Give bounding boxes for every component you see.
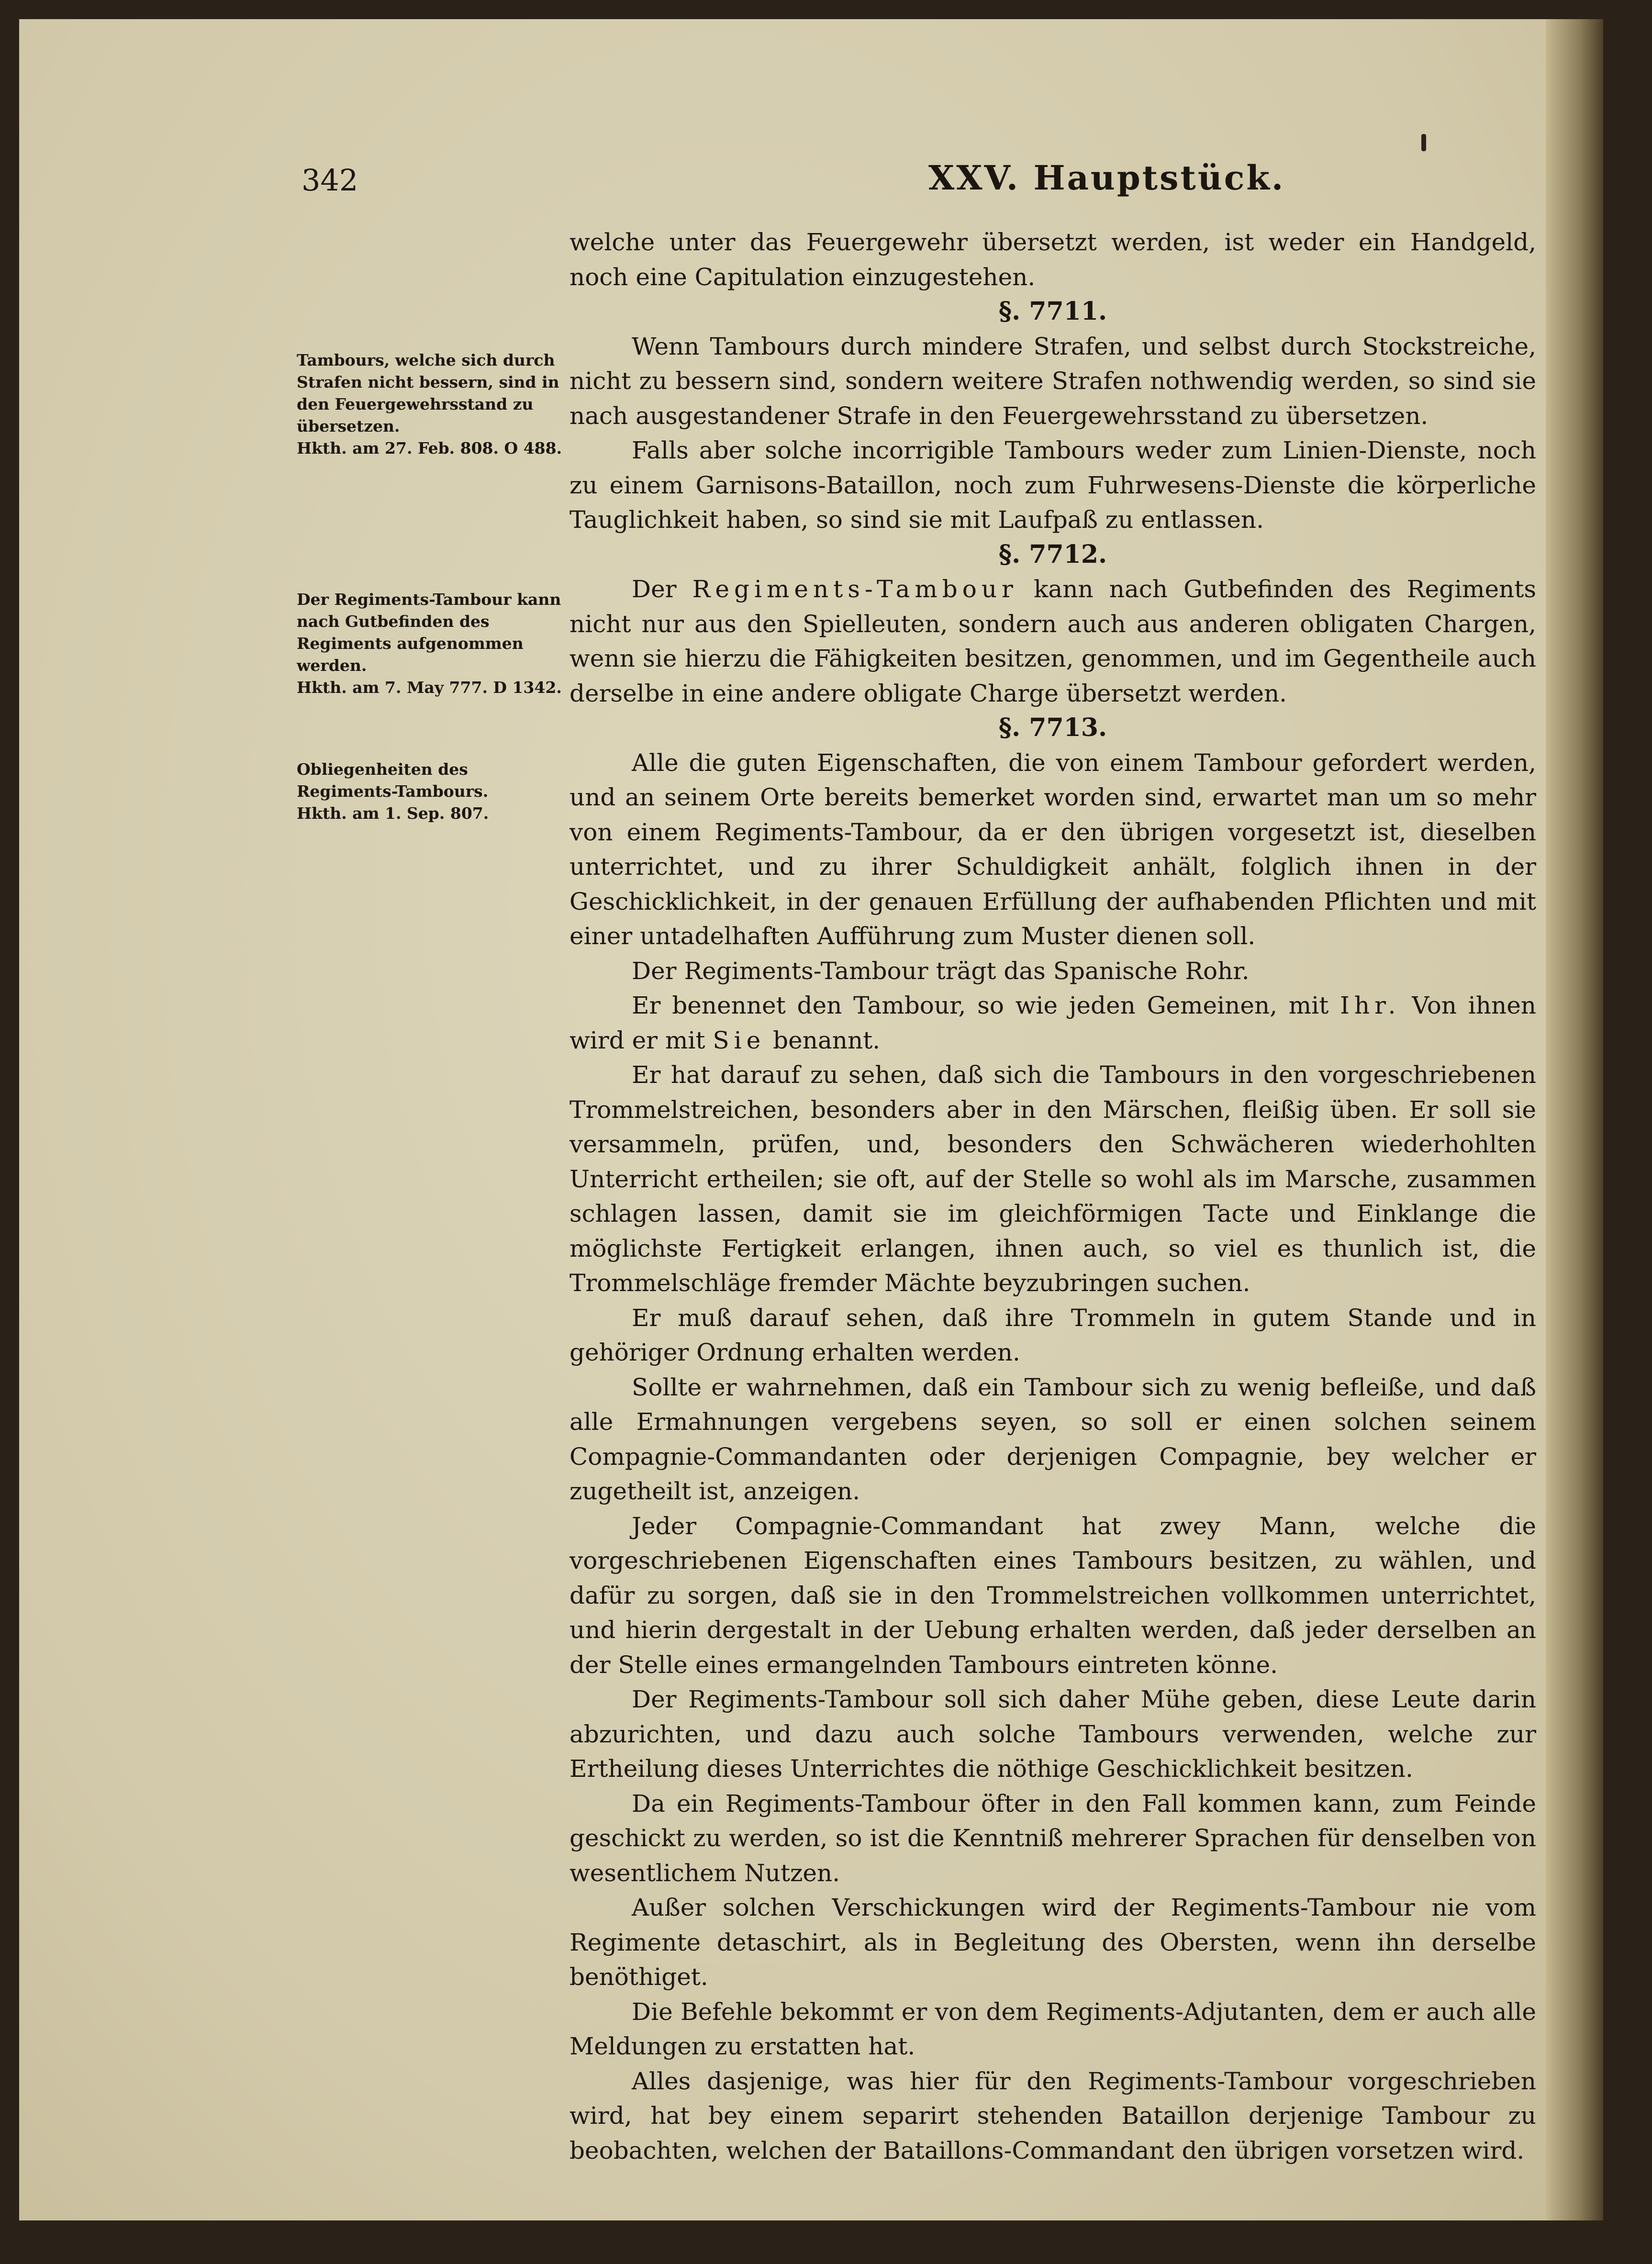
spaced-term: Regiments-Tambour <box>692 575 1018 603</box>
marginal-note <box>297 758 565 825</box>
section-heading: §. 7712. <box>998 539 1107 569</box>
paragraph: Falls aber solche incorrigible Tambours weder zum Linien-Dienste, noch zu einem Garnisons-Bataillon, noch zum Fuhrwesens-Dienste die körperliche Tauglichkeit haben, so sind sie mit Laufpaß zu entlassen. <box>569 436 1536 534</box>
marginal-note-ref: Hkth. am 1. Sep. 807. <box>297 804 489 823</box>
text-run: kann nach Gutbefinden des Regiments nicht nur aus den Spielleuten, sondern auch aus anderen obligaten Chargen, wenn sie hierzu die Fähigkeiten besitzen, genommen, und im Gegentheile auch derselbe in eine andere obligate Charge übersetzt werden. <box>569 575 1536 707</box>
paragraph: Alles dasjenige, was hier für den Regiments-Tambour vorgeschrieben wird, hat bey einem separirt stehenden Bataillon derjenige Tambour zu beobachten, welchen der Bataillons-Commandant den übrigen vorsetzen wird. <box>569 2067 1536 2164</box>
marginal-note-ref: Hkth. am 27. Feb. 808. O 488. <box>297 439 562 457</box>
page-number: 342 <box>301 163 358 198</box>
spaced-term: Ihr. <box>1340 992 1401 1019</box>
paragraph: Er muß darauf sehen, daß ihre Trommeln in gutem Stande und in gehöriger Ordnung erhalten werden. <box>569 1304 1536 1366</box>
marginal-note-text: Der Regiments-Tambour kann nach Gutbefinden des Regiments aufgenommen werden. <box>297 590 561 675</box>
paragraph: Der Regiments-Tambour soll sich daher Mühe geben, diese Leute darin abzurichten, und dazu auch solche Tambours verwenden, welche zur Ertheilung dieses Unterrichtes die nöthige Geschicklichkeit besitzen. <box>569 1685 1536 1783</box>
text-run: benannt. <box>773 1026 881 1054</box>
book-gutter <box>1546 19 1603 2220</box>
paragraph: Wenn Tambours durch mindere Strafen, und selbst durch Stockstreiche, nicht zu bessern sind, sondern weitere Strafen nothwendig werden, so sind sie nach ausgestandener Strafe in den Feuergewehrsstand zu übersetzen. <box>569 332 1536 430</box>
paragraph: Die Befehle bekommt er von dem Regiments-Adjutanten, dem er auch alle Meldungen zu erstatten hat. <box>569 1997 1536 2060</box>
main-text <box>569 225 1536 2168</box>
paragraph <box>569 988 1536 1058</box>
text-run: Er benennet den Tambour, so wie jeden Gemeinen, mit <box>632 992 1329 1019</box>
running-head: XXV. Hauptstück. <box>928 158 1285 198</box>
text-run: Der <box>632 575 677 603</box>
paragraph: Der Regiments-Tambour trägt das Spanische Rohr. <box>632 957 1250 985</box>
paragraph: Außer solchen Verschickungen wird der Regiments-Tambour nie vom Regimente detaschirt, als in Begleitung des Obersten, wenn ihn derselbe benöthiget. <box>569 1894 1536 1991</box>
paragraph: Er hat darauf zu sehen, daß sich die Tambours in den vorgeschriebenen Trommelstreichen, besonders aber in den Märschen, fleißig üben. Er soll sie versammeln, prüfen, und, besonders den Schwächeren wiederhohlten Unterricht ertheilen; sie oft, auf der Stelle so wohl als im Marsche, zusammen schlagen lassen, damit sie im gleichförmigen Tacte und Einklange die möglichste Fertigkeit erlangen, ihnen auch, so viel es thunlich ist, die Trommelschläge fremder Mächte beyzubringen suchen. <box>569 1061 1536 1297</box>
marginal-note-ref: Hkth. am 7. May 777. D 1342. <box>297 678 562 697</box>
spaced-term: Sie <box>713 1026 766 1054</box>
paragraph <box>569 572 1536 711</box>
text-run: Von ihnen wird er mit <box>569 992 1536 1054</box>
paragraph: Sollte er wahrnehmen, daß ein Tambour sich zu wenig befleiße, und daß alle Ermahnungen vergebens seyen, so soll er einen solchen seinem Compagnie-Commandanten oder derjenigen Compagnie, bey welcher er zugetheilt ist, anzeigen. <box>569 1373 1536 1505</box>
paragraph: Da ein Regiments-Tambour öfter in den Fall kommen kann, zum Feinde geschickt zu werden, so ist die Kenntniß mehrerer Sprachen für denselben von wesentlichem Nutzen. <box>569 1789 1536 1887</box>
ink-mark <box>1421 134 1426 151</box>
paragraph: welche unter das Feuergewehr übersetzt werden, ist weder ein Handgeld, noch eine Capitulation einzugestehen. <box>569 228 1536 291</box>
section-heading: §. 7711. <box>998 297 1107 326</box>
marginal-note <box>297 589 565 699</box>
paragraph: Alle die guten Eigenschaften, die von einem Tambour gefordert werden, und an seinem Orte bereits bemerket worden sind, erwartet man um so mehr von einem Regiments-Tambour, da er den übrigen vorgesetzt ist, dieselben unterrichtet, und zu ihrer Schuldigkeit anhält, folglich ihnen in der Geschicklichkeit, in der genauen Erfüllung der aufhabenden Pflichten und mit einer untadelhaften Aufführung zum Muster dienen soll. <box>569 748 1536 950</box>
section-heading: §. 7713. <box>998 713 1107 742</box>
marginal-note-text: Obliegenheiten des Regiments-Tambours. <box>297 760 489 801</box>
marginal-note-text: Tambours, welche sich durch Strafen nicht bessern, sind in den Feuergewehrsstand zu übersetzen. <box>297 351 559 435</box>
paragraph: Jeder Compagnie-Commandant hat zwey Mann, welche die vorgeschriebenen Eigenschaften eines Tambours besitzen, zu wählen, und dafür zu sorgen, daß sie in den Trommelstreichen vollkommen unterrichtet, und hierin dergestalt in der Uebung erhalten werden, daß jeder derselben an der Stelle eines ermangelnden Tambours eintreten könne. <box>569 1512 1536 1679</box>
marginal-note <box>297 349 565 459</box>
book-page <box>19 19 1603 2220</box>
